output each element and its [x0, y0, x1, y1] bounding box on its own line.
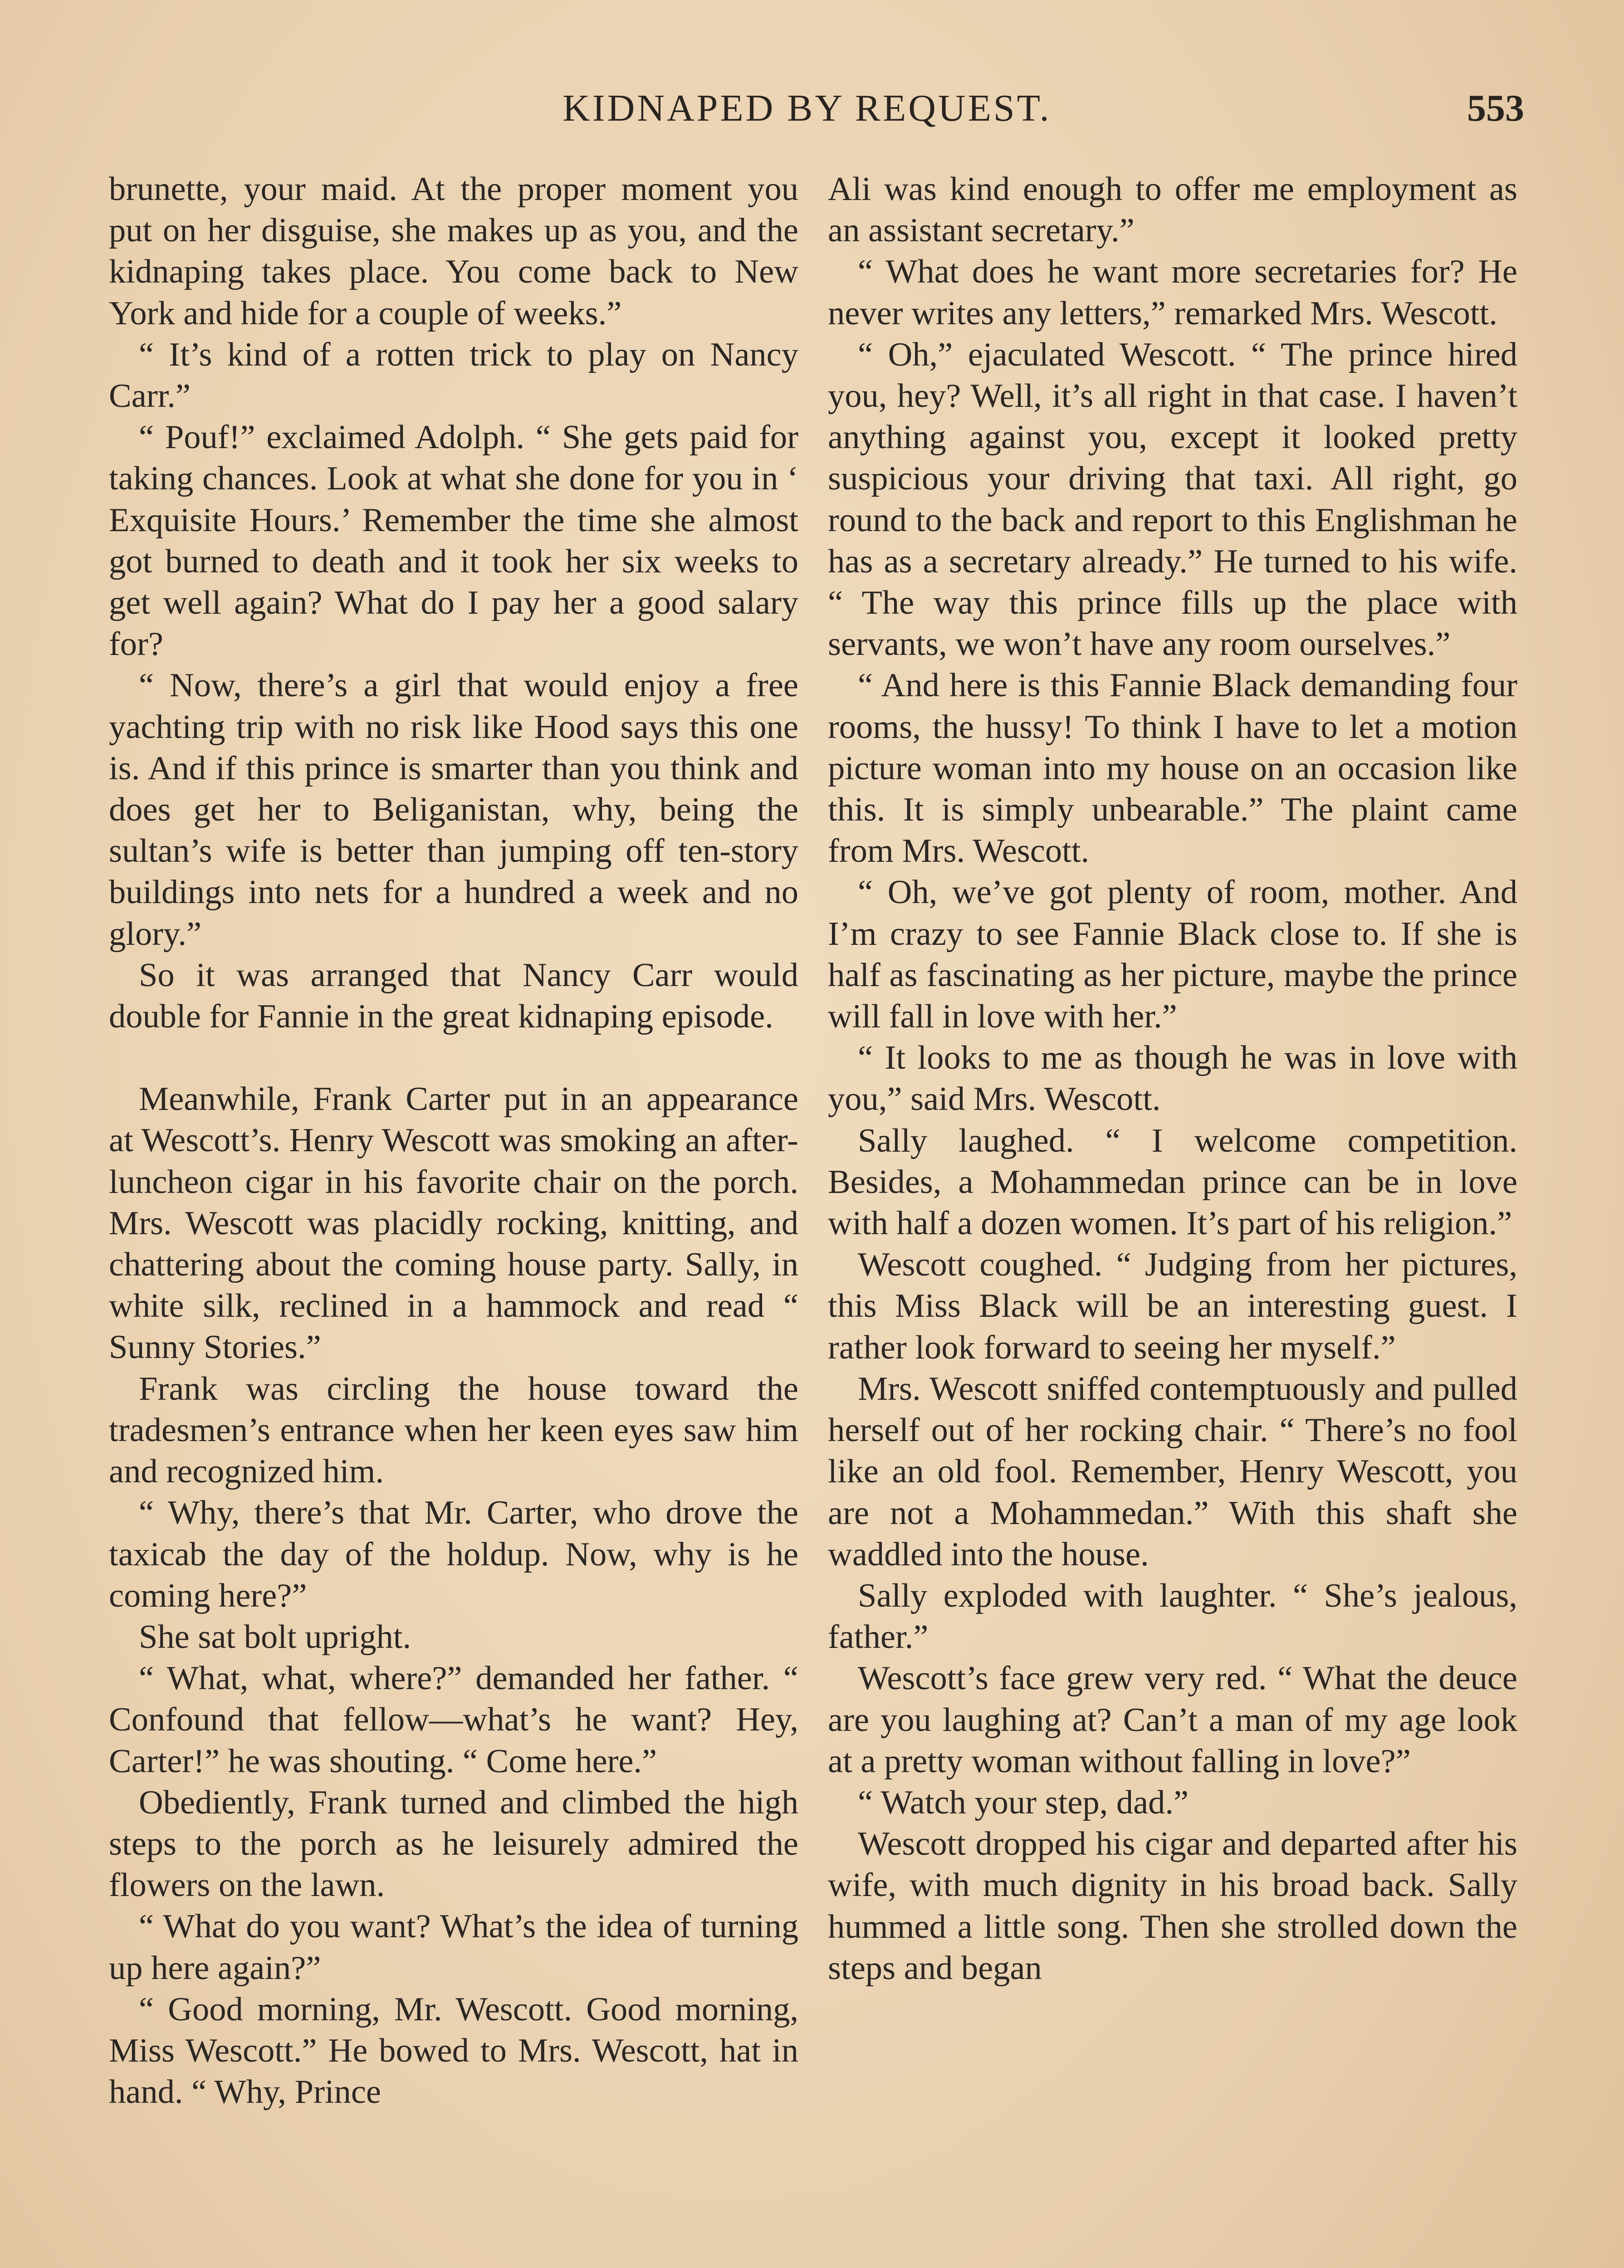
paragraph: “ It looks to me as though he was in love with you,” said Mrs. Wescott. — [828, 1039, 1517, 1118]
paragraph: “ Good morning, Mr. Wescott. Good morning, Miss Wescott.” He bowed to Mrs. Wescott, hat in hand. “ Why, Prince — [109, 1990, 798, 2111]
paragraph: Obediently, Frank turned and climbed the high steps to the porch as he leisurely admired the flowers on the lawn. — [109, 1784, 798, 1904]
running-title: KIDNAPED BY REQUEST. — [563, 87, 1052, 129]
paragraph: “ What do you want? What’s the idea of turning up here again?” — [109, 1908, 798, 1987]
paragraph: “ Why, there’s that Mr. Carter, who drove the taxicab the day of the holdup. Now, why is he coming here?” — [109, 1494, 798, 1614]
paragraph: Wescott coughed. “ Judging from her pictures, this Miss Black will be an interesting guest. I rather look forward to seeing her myself.” — [828, 1246, 1517, 1366]
paragraph: So it was arranged that Nancy Carr would double for Fannie in the great kidnaping episode. — [109, 956, 798, 1036]
page-header — [118, 86, 1533, 136]
paragraph: “ It’s kind of a rotten trick to play on Nancy Carr.” — [109, 336, 798, 415]
paragraph: “ Watch your step, dad.” — [858, 1784, 1189, 1821]
paragraph: Mrs. Wescott sniffed contemptuously and pulled herself out of her rocking chair. “ There’s no fool like an old fool. Remember, Henry Wescott, you are not a Mohammedan.” With this shaft she waddled into the house. — [828, 1370, 1517, 1573]
left-column — [109, 169, 798, 2113]
paragraph: “ What does he want more secretaries for? He never writes any letters,” remarked Mrs. Wescott. — [828, 253, 1517, 332]
paragraph: “ Oh, we’ve got plenty of room, mother. And I’m crazy to see Fannie Black close to. If she is half as fascinating as her picture, maybe the prince will fall in love with her.” — [828, 874, 1517, 1036]
paragraph: “ And here is this Fannie Black demanding four rooms, the hussy! To think I have to let a motion picture woman into my house on an occasion like this. It is simply unbearable.” The plaint came from Mrs. Wescott. — [828, 667, 1517, 870]
paragraph: “ Oh,” ejaculated Wescott. “ The prince hired you, hey? Well, it’s all right in that case. I haven’t anything against you, except it looked pretty suspicious your driving that taxi. All right, go round to the back and report to this Englishman he has as a secretary already.” He turned to his wife. “ The way this prince fills up the place with servants, we won’t have any room ourselves.” — [828, 336, 1517, 663]
paragraph: Frank was circling the house toward the tradesmen’s entrance when her keen eyes saw him and recognized him. — [109, 1370, 798, 1491]
paragraph: Meanwhile, Frank Carter put in an appearance at Wescott’s. Henry Wescott was smoking an after-luncheon cigar in his favorite chair on the porch. Mrs. Wescott was placidly rocking, knitting, and chattering about the coming house party. Sally, in white silk, reclined in a hammock and read “ Sunny Stories.” — [109, 1080, 798, 1366]
paragraph: Sally laughed. “ I welcome competition. Besides, a Mohammedan prince can be in love with half a dozen women. It’s part of his religion.” — [828, 1122, 1517, 1242]
paragraph: Ali was kind enough to offer me employment as an assistant secretary.” — [828, 171, 1517, 249]
paragraph: Wescott dropped his cigar and departed after his wife, with much dignity in his broad back. Sally hummed a little song. Then she strolled down the steps and began — [828, 1825, 1517, 1987]
paragraph: brunette, your maid. At the proper moment you put on her disguise, she makes up as you, and the kidnaping takes place. You come back to New York and hide for a couple of weeks.” — [109, 171, 798, 332]
paragraph: “ Pouf!” exclaimed Adolph. “ She gets paid for taking chances. Look at what she done for you in ‘ Exquisite Hours.’ Remember the time she almost got burned to death and it took her six weeks to get well again? What do I pay her a good salary for? — [109, 419, 798, 663]
right-column — [828, 169, 1517, 1989]
paragraph: “ What, what, where?” demanded her father. “ Confound that fellow—what’s he want? Hey, Carter!” he was shouting. “ Come here.” — [109, 1660, 798, 1780]
paragraph: Wescott’s face grew very red. “ What the deuce are you laughing at? Can’t a man of my age look at a pretty woman without falling in love?” — [828, 1660, 1517, 1780]
paragraph: Sally exploded with laughter. “ She’s jealous, father.” — [828, 1577, 1517, 1656]
page-number: 553 — [1467, 87, 1524, 129]
paragraph: “ Now, there’s a girl that would enjoy a free yachting trip with no risk like Hood says this one is. And if this prince is smarter than you think and does get her to Beliganistan, why, being the sultan’s wife is better than jumping off ten-story buildings into nets for a hundred a week and no glory.” — [109, 667, 798, 953]
paragraph: She sat bolt upright. — [139, 1618, 411, 1656]
